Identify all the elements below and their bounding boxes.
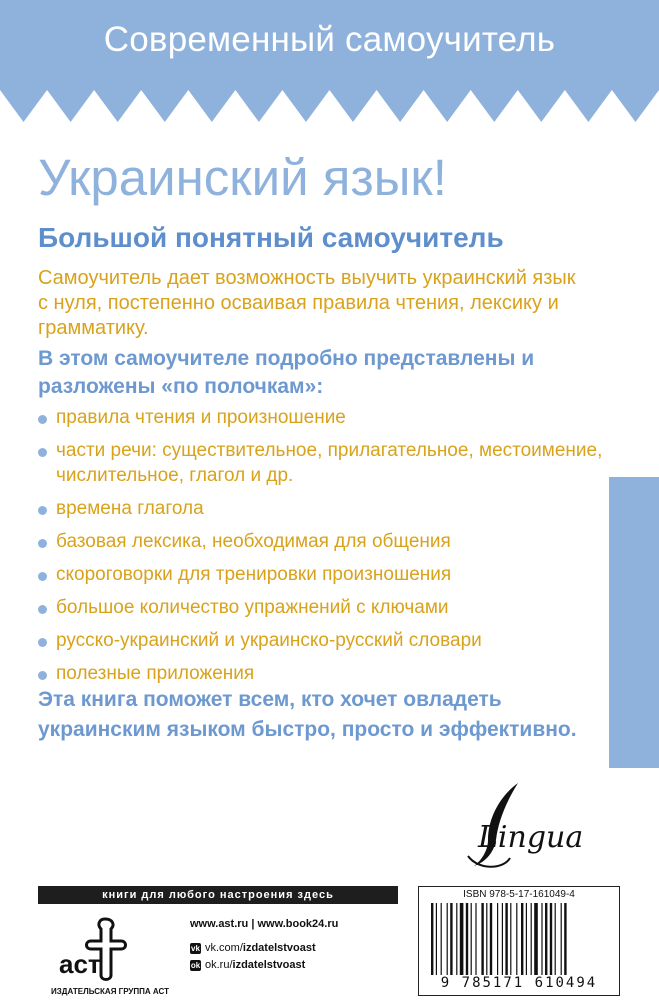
barcode-bar [486,903,487,975]
barcode-bar [561,903,562,975]
list-item [38,661,608,686]
barcode-bar [436,903,437,975]
barcode-icon [427,903,611,975]
barcode-bar [502,903,503,975]
barcode-bar [516,903,517,975]
barcode-bar [471,903,472,975]
bullet-dot-icon [38,671,47,680]
slogan-bar: книги для любого настроения здесь [38,886,398,904]
barcode-bar [447,903,448,975]
ok-icon: ok [190,960,201,970]
features-lead: В этом самоучителе подробно представлены и разложены «по полочкам»: [38,347,535,398]
list-item-text: русско-украинский и украинско-русский словари [56,630,482,651]
list-item [38,595,608,620]
barcode-bar [541,903,542,975]
barcode-bar [431,903,433,975]
book-subtitle: Большой понятный самоучитель [38,222,504,253]
header-banner [0,0,659,125]
list-item [38,405,608,430]
ok-link[interactable] [190,959,338,971]
barcode-number: 9 785171 610494 [440,975,598,991]
bullet-dot-icon [38,572,47,581]
barcode-bar [510,903,511,975]
publisher-name: ИЗДАТЕЛЬСКАЯ ГРУППА АСТ [51,987,169,996]
bullet-dot-icon [38,448,47,457]
ast-logo-text: аст [59,949,101,979]
barcode-bar [456,903,457,975]
list-item-text: базовая лексика, необходимая для общения [56,531,451,552]
list-item [38,438,608,488]
vk-link-prefix: vk.com/ [205,942,243,954]
list-item [38,628,608,653]
barcode-bar [450,903,452,975]
list-item [38,496,608,521]
barcode-bar [441,903,442,975]
list-item [38,562,608,587]
closing-paragraph: Эта книга поможет всем, кто хочет овладеть украинским языком быстро, просто и эффективно. [38,688,577,741]
vk-icon: vk [191,943,200,953]
barcode-bar [531,903,532,975]
barcode-bar [555,903,556,975]
barcode-bar [497,903,498,975]
banner-background [0,0,659,125]
ok-link-handle: izdatelstvoast [232,959,306,971]
list-item-text: скороговорки для тренировки произношения [56,564,452,585]
barcode-bar [475,903,476,975]
list-item [38,529,608,554]
book-title: Украинский язык! [38,149,447,206]
barcode-bar [505,903,507,975]
barcode-bar [545,903,547,975]
list-item-text: полезные приложения [56,663,255,684]
barcode-bar [466,903,468,975]
bullet-dot-icon [38,638,47,647]
barcode-bar [534,903,538,975]
vk-link[interactable] [190,942,338,954]
barcode-bar [490,903,492,975]
list-item-text: части речи: существительное, прилагательное, местоимение, числительное, глагол и др. [56,440,603,486]
feature-list [38,405,608,694]
isbn-block [418,886,620,996]
list-item-text: большое количество упражнений с ключами [56,597,449,618]
lingua-logo [448,778,598,873]
banner-title: Современный самоучитель [103,20,556,59]
barcode-bar [564,903,566,975]
barcode-bar [521,903,523,975]
bullet-dot-icon [38,605,47,614]
barcode-bar [460,903,464,975]
barcode-bar [526,903,527,975]
isbn-text: ISBN 978-5-17-161049-4 [463,889,575,900]
list-item-text: правила чтения и произношение [56,407,346,428]
lingua-logo-text: Lingua [478,820,584,855]
bullet-dot-icon [38,539,47,548]
barcode-bar [481,903,483,975]
publisher-links [190,918,338,976]
ast-logo-icon [55,915,145,985]
list-item-text: времена глагола [56,498,204,519]
intro-paragraph: Самоучитель дает возможность выучить украинский язык с нуля, постепенно осваивая правила чтения, лексику и грамматику. [38,267,576,339]
website-links[interactable]: www.ast.ru | www.book24.ru [190,918,339,930]
ast-logo [55,915,145,985]
barcode-bar [550,903,552,975]
bullet-dot-icon [38,415,47,424]
ok-link-prefix: ok.ru/ [205,959,233,971]
vk-link-handle: izdatelstvoast [242,942,316,954]
bullet-dot-icon [38,506,47,515]
